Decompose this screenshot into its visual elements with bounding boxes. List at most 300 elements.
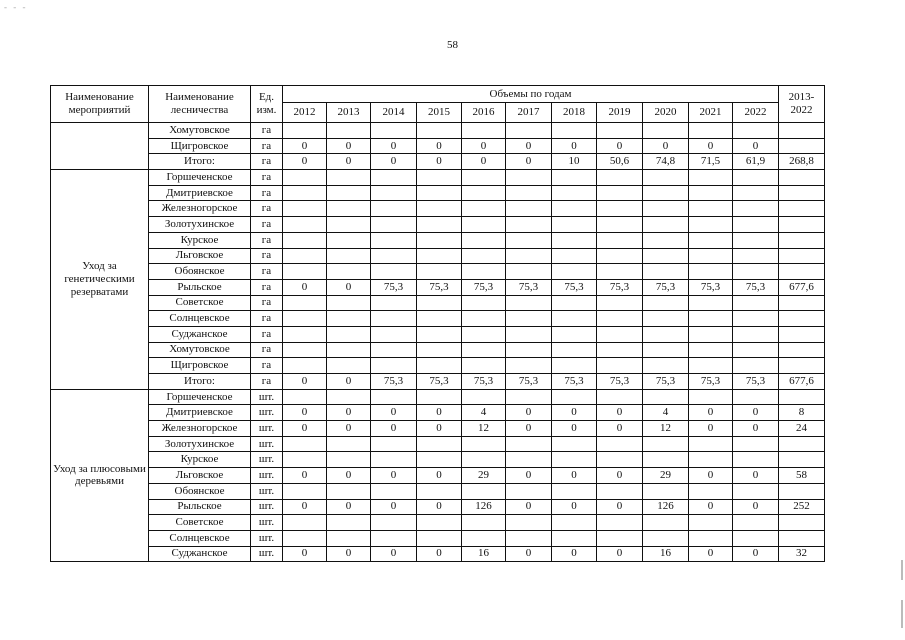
table-row <box>51 452 825 468</box>
total-cell <box>779 123 825 139</box>
table-row <box>51 217 825 233</box>
value-cell <box>733 264 779 280</box>
value-cell <box>417 311 462 327</box>
value-cell <box>283 232 327 248</box>
value-cell: 0 <box>417 421 462 437</box>
unit-cell: га <box>251 311 283 327</box>
total-cell <box>779 515 825 531</box>
value-cell <box>597 201 643 217</box>
value-cell <box>689 264 733 280</box>
value-cell: 75,3 <box>462 279 506 295</box>
forestry-name: Советское <box>149 295 251 311</box>
value-cell <box>506 295 552 311</box>
value-cell <box>506 515 552 531</box>
forestry-name: Щигровское <box>149 358 251 374</box>
table-row <box>51 248 825 264</box>
value-cell <box>597 248 643 264</box>
value-cell <box>371 248 417 264</box>
value-cell: 0 <box>506 138 552 154</box>
value-cell: 0 <box>506 499 552 515</box>
value-cell <box>552 530 597 546</box>
value-cell <box>417 515 462 531</box>
value-cell: 75,3 <box>689 279 733 295</box>
value-cell <box>417 201 462 217</box>
table-row <box>51 201 825 217</box>
value-cell <box>597 326 643 342</box>
forestry-name: Щигровское <box>149 138 251 154</box>
value-cell: 0 <box>597 421 643 437</box>
value-cell <box>327 248 371 264</box>
value-cell <box>506 232 552 248</box>
value-cell <box>462 264 506 280</box>
value-cell <box>371 232 417 248</box>
value-cell <box>283 311 327 327</box>
header-year: 2015 <box>417 103 462 123</box>
value-cell <box>643 248 689 264</box>
value-cell <box>417 389 462 405</box>
value-cell <box>283 123 327 139</box>
value-cell <box>462 530 506 546</box>
value-cell <box>552 452 597 468</box>
value-cell <box>643 311 689 327</box>
value-cell: 0 <box>733 421 779 437</box>
value-cell: 0 <box>689 421 733 437</box>
value-cell <box>597 217 643 233</box>
value-cell <box>733 515 779 531</box>
value-cell <box>597 483 643 499</box>
value-cell <box>597 452 643 468</box>
value-cell: 0 <box>417 138 462 154</box>
value-cell <box>689 201 733 217</box>
forestry-name: Золотухинское <box>149 436 251 452</box>
total-cell <box>779 311 825 327</box>
value-cell: 0 <box>417 546 462 562</box>
value-cell <box>733 436 779 452</box>
forestry-name: Солнцевское <box>149 530 251 546</box>
value-cell: 12 <box>643 421 689 437</box>
table-row <box>51 185 825 201</box>
value-cell <box>327 201 371 217</box>
value-cell <box>689 217 733 233</box>
value-cell: 0 <box>733 499 779 515</box>
unit-cell: га <box>251 358 283 374</box>
value-cell <box>643 123 689 139</box>
value-cell: 0 <box>597 405 643 421</box>
value-cell <box>506 483 552 499</box>
header-year: 2012 <box>283 103 327 123</box>
total-cell <box>779 436 825 452</box>
table-row <box>51 374 825 390</box>
scan-edge-mark <box>901 560 903 580</box>
total-cell: 58 <box>779 468 825 484</box>
value-cell: 0 <box>283 421 327 437</box>
value-cell: 0 <box>327 546 371 562</box>
value-cell: 0 <box>327 154 371 170</box>
value-cell <box>552 311 597 327</box>
value-cell: 0 <box>327 279 371 295</box>
value-cell <box>462 217 506 233</box>
value-cell: 75,3 <box>552 374 597 390</box>
value-cell <box>506 123 552 139</box>
value-cell <box>552 185 597 201</box>
forestry-name: Курское <box>149 452 251 468</box>
value-cell: 16 <box>643 546 689 562</box>
unit-cell: шт. <box>251 483 283 499</box>
value-cell <box>597 264 643 280</box>
value-cell: 75,3 <box>371 374 417 390</box>
forestry-name: Железногорское <box>149 421 251 437</box>
value-cell <box>597 389 643 405</box>
value-cell <box>417 217 462 233</box>
value-cell: 0 <box>689 499 733 515</box>
value-cell <box>506 342 552 358</box>
value-cell: 0 <box>283 405 327 421</box>
value-cell <box>283 342 327 358</box>
value-cell <box>462 342 506 358</box>
forestry-name: Рыльское <box>149 499 251 515</box>
total-cell <box>779 185 825 201</box>
value-cell <box>733 311 779 327</box>
value-cell <box>371 264 417 280</box>
unit-cell: шт. <box>251 530 283 546</box>
value-cell <box>371 342 417 358</box>
unit-cell: га <box>251 217 283 233</box>
value-cell <box>689 311 733 327</box>
total-cell <box>779 248 825 264</box>
value-cell <box>733 217 779 233</box>
value-cell: 75,3 <box>733 279 779 295</box>
value-cell: 0 <box>327 499 371 515</box>
forestry-name: Итого: <box>149 374 251 390</box>
value-cell <box>283 248 327 264</box>
value-cell <box>462 170 506 186</box>
value-cell <box>417 436 462 452</box>
value-cell <box>283 452 327 468</box>
unit-cell: га <box>251 232 283 248</box>
value-cell <box>597 515 643 531</box>
total-cell <box>779 530 825 546</box>
header-year: 2018 <box>552 103 597 123</box>
value-cell <box>733 342 779 358</box>
unit-cell: га <box>251 279 283 295</box>
value-cell <box>643 201 689 217</box>
table-row <box>51 483 825 499</box>
total-cell <box>779 170 825 186</box>
value-cell <box>327 515 371 531</box>
value-cell: 0 <box>552 546 597 562</box>
forestry-name: Дмитриевское <box>149 185 251 201</box>
value-cell <box>462 389 506 405</box>
value-cell <box>643 358 689 374</box>
value-cell <box>597 123 643 139</box>
activity-name <box>51 123 149 170</box>
value-cell <box>462 515 506 531</box>
header-year: 2021 <box>689 103 733 123</box>
value-cell <box>733 530 779 546</box>
forestry-name: Золотухинское <box>149 217 251 233</box>
value-cell <box>689 389 733 405</box>
value-cell: 0 <box>371 468 417 484</box>
value-cell <box>597 358 643 374</box>
total-cell <box>779 201 825 217</box>
value-cell <box>506 326 552 342</box>
value-cell <box>552 515 597 531</box>
value-cell <box>327 452 371 468</box>
value-cell: 0 <box>733 468 779 484</box>
value-cell: 0 <box>597 546 643 562</box>
value-cell <box>689 170 733 186</box>
unit-cell: га <box>251 185 283 201</box>
total-cell <box>779 295 825 311</box>
value-cell <box>552 217 597 233</box>
value-cell: 0 <box>327 405 371 421</box>
value-cell: 0 <box>552 468 597 484</box>
value-cell <box>283 483 327 499</box>
value-cell <box>597 530 643 546</box>
header-forestry: Наименование лесничества <box>149 86 251 123</box>
value-cell: 0 <box>462 154 506 170</box>
value-cell <box>462 295 506 311</box>
value-cell <box>371 452 417 468</box>
value-cell: 0 <box>689 468 733 484</box>
value-cell <box>689 248 733 264</box>
value-cell: 75,3 <box>506 374 552 390</box>
forestry-name: Солнцевское <box>149 311 251 327</box>
unit-cell: га <box>251 201 283 217</box>
value-cell <box>327 342 371 358</box>
value-cell <box>506 436 552 452</box>
header-year: 2020 <box>643 103 689 123</box>
value-cell <box>643 515 689 531</box>
value-cell <box>417 170 462 186</box>
value-cell: 0 <box>327 468 371 484</box>
value-cell <box>733 389 779 405</box>
forestry-name: Рыльское <box>149 279 251 295</box>
value-cell <box>597 232 643 248</box>
value-cell <box>283 185 327 201</box>
unit-cell: га <box>251 295 283 311</box>
value-cell: 126 <box>462 499 506 515</box>
value-cell <box>327 530 371 546</box>
value-cell <box>552 264 597 280</box>
value-cell: 0 <box>371 499 417 515</box>
forestry-name: Железногорское <box>149 201 251 217</box>
value-cell: 4 <box>462 405 506 421</box>
total-cell: 677,6 <box>779 279 825 295</box>
value-cell: 75,3 <box>597 279 643 295</box>
value-cell <box>597 295 643 311</box>
value-cell <box>643 295 689 311</box>
value-cell <box>643 389 689 405</box>
value-cell: 0 <box>283 499 327 515</box>
value-cell <box>733 483 779 499</box>
value-cell <box>552 342 597 358</box>
unit-cell: га <box>251 264 283 280</box>
unit-cell: шт. <box>251 515 283 531</box>
value-cell <box>462 123 506 139</box>
forestry-name: Хомутовское <box>149 342 251 358</box>
total-cell <box>779 452 825 468</box>
total-cell: 32 <box>779 546 825 562</box>
total-cell: 268,8 <box>779 154 825 170</box>
value-cell <box>689 515 733 531</box>
value-cell: 0 <box>283 468 327 484</box>
forestry-name: Итого: <box>149 154 251 170</box>
value-cell: 0 <box>733 546 779 562</box>
value-cell: 0 <box>417 468 462 484</box>
value-cell <box>733 123 779 139</box>
page-number: 58 <box>447 39 458 51</box>
value-cell <box>733 232 779 248</box>
table-row <box>51 405 825 421</box>
value-cell <box>462 248 506 264</box>
value-cell <box>506 389 552 405</box>
value-cell <box>689 530 733 546</box>
value-cell <box>283 217 327 233</box>
header-year: 2019 <box>597 103 643 123</box>
forestry-name: Горшеченское <box>149 170 251 186</box>
unit-cell: га <box>251 326 283 342</box>
value-cell <box>371 515 417 531</box>
value-cell: 0 <box>417 154 462 170</box>
value-cell <box>327 326 371 342</box>
table-row <box>51 421 825 437</box>
value-cell <box>689 326 733 342</box>
scan-corner-mark: - - - <box>4 2 28 12</box>
value-cell <box>689 436 733 452</box>
table-row <box>51 264 825 280</box>
table-row <box>51 170 825 186</box>
value-cell <box>283 201 327 217</box>
value-cell <box>327 358 371 374</box>
value-cell <box>643 232 689 248</box>
value-cell: 0 <box>689 546 733 562</box>
value-cell: 29 <box>462 468 506 484</box>
value-cell <box>327 232 371 248</box>
value-cell: 0 <box>506 154 552 170</box>
value-cell: 75,3 <box>552 279 597 295</box>
value-cell <box>506 358 552 374</box>
value-cell: 0 <box>462 138 506 154</box>
unit-cell: шт. <box>251 436 283 452</box>
value-cell <box>371 217 417 233</box>
value-cell: 75,3 <box>733 374 779 390</box>
value-cell <box>417 232 462 248</box>
value-cell <box>643 452 689 468</box>
value-cell <box>689 295 733 311</box>
activity-name: Уход за генетическими резерватами <box>51 170 149 390</box>
value-cell: 61,9 <box>733 154 779 170</box>
value-cell <box>552 436 597 452</box>
value-cell: 0 <box>371 154 417 170</box>
value-cell <box>327 217 371 233</box>
value-cell <box>506 201 552 217</box>
value-cell <box>552 123 597 139</box>
value-cell <box>552 358 597 374</box>
table-row <box>51 326 825 342</box>
value-cell <box>371 326 417 342</box>
value-cell: 4 <box>643 405 689 421</box>
total-cell <box>779 483 825 499</box>
table-row <box>51 123 825 139</box>
value-cell <box>327 483 371 499</box>
value-cell <box>371 436 417 452</box>
total-cell <box>779 326 825 342</box>
table-row <box>51 358 825 374</box>
table-row <box>51 530 825 546</box>
table-row <box>51 468 825 484</box>
value-cell: 0 <box>506 405 552 421</box>
value-cell <box>371 358 417 374</box>
value-cell <box>643 530 689 546</box>
forestry-name: Льговское <box>149 248 251 264</box>
table-row <box>51 232 825 248</box>
value-cell: 0 <box>597 138 643 154</box>
unit-cell: шт. <box>251 421 283 437</box>
value-cell <box>643 326 689 342</box>
header-volumes-by-year: Объемы по годам <box>283 86 779 103</box>
table-row <box>51 546 825 562</box>
value-cell: 0 <box>552 499 597 515</box>
value-cell: 0 <box>327 421 371 437</box>
value-cell <box>283 358 327 374</box>
value-cell <box>462 326 506 342</box>
value-cell: 75,3 <box>417 279 462 295</box>
value-cell <box>506 248 552 264</box>
value-cell <box>552 248 597 264</box>
value-cell <box>371 530 417 546</box>
table-row <box>51 154 825 170</box>
value-cell: 126 <box>643 499 689 515</box>
table-row <box>51 436 825 452</box>
value-cell <box>689 232 733 248</box>
value-cell <box>327 389 371 405</box>
total-cell: 677,6 <box>779 374 825 390</box>
scan-edge-mark <box>901 600 903 628</box>
value-cell: 0 <box>506 468 552 484</box>
value-cell <box>417 264 462 280</box>
value-cell <box>462 452 506 468</box>
value-cell <box>327 170 371 186</box>
unit-cell: га <box>251 138 283 154</box>
value-cell <box>552 232 597 248</box>
unit-cell: шт. <box>251 546 283 562</box>
total-cell: 24 <box>779 421 825 437</box>
value-cell: 10 <box>552 154 597 170</box>
total-cell <box>779 358 825 374</box>
value-cell <box>597 185 643 201</box>
value-cell <box>371 201 417 217</box>
unit-cell: га <box>251 123 283 139</box>
table-row <box>51 311 825 327</box>
forestry-name: Советское <box>149 515 251 531</box>
value-cell: 0 <box>327 374 371 390</box>
value-cell: 75,3 <box>643 374 689 390</box>
value-cell <box>462 311 506 327</box>
value-cell <box>371 170 417 186</box>
value-cell <box>462 436 506 452</box>
value-cell <box>643 436 689 452</box>
value-cell <box>371 295 417 311</box>
value-cell: 0 <box>552 405 597 421</box>
total-cell: 252 <box>779 499 825 515</box>
forestry-name: Дмитриевское <box>149 405 251 421</box>
header-year: 2013 <box>327 103 371 123</box>
header-year: 2022 <box>733 103 779 123</box>
value-cell: 0 <box>371 421 417 437</box>
value-cell <box>733 295 779 311</box>
header-unit: Ед. изм. <box>251 86 283 123</box>
